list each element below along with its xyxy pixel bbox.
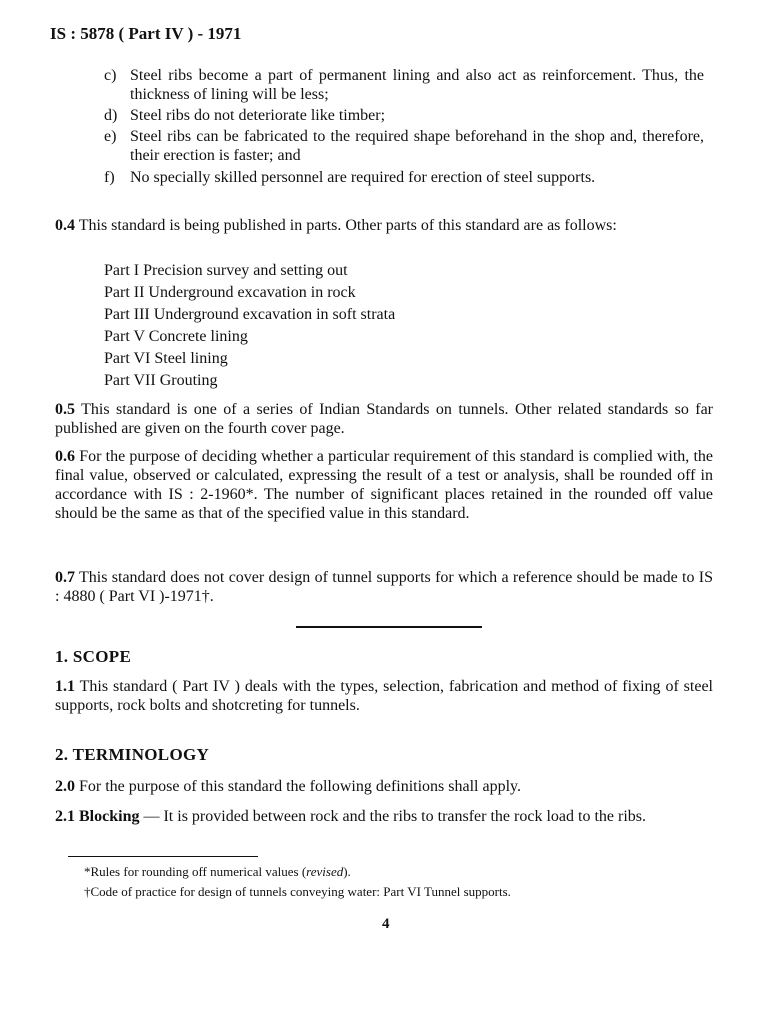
footnote-divider xyxy=(68,856,258,857)
parts-list-item: Part VII Grouting xyxy=(104,372,218,389)
clause-1-1 xyxy=(55,677,713,715)
list-text: Steel ribs become a part of permanent lining and also act as reinforcement. Thus, the thickness of lining will be less; xyxy=(130,67,704,103)
clause-0-7 xyxy=(55,568,713,606)
parts-list xyxy=(104,260,395,392)
clause-number: 0.7 xyxy=(55,569,75,586)
list-label: f) xyxy=(104,169,115,186)
footnote-rounding xyxy=(84,864,351,880)
footnote-end: ). xyxy=(343,864,351,879)
standard-header: IS : 5878 ( Part IV ) - 1971 xyxy=(50,24,242,43)
list-text: Steel ribs can be fabricated to the required shape beforehand in the shop and, therefore, their erection is faster; and xyxy=(130,128,704,164)
clause-2-0 xyxy=(55,777,713,796)
section-heading-scope: 1. SCOPE xyxy=(55,647,132,666)
list-item-d xyxy=(104,106,704,125)
clause-0-4 xyxy=(55,216,713,235)
clause-text: This standard is being published in parts. Other parts of this standard are as follows: xyxy=(78,217,617,234)
list-item-e xyxy=(104,127,704,165)
clause-number: 1.1 xyxy=(55,678,75,695)
footnote-italic: revised xyxy=(306,864,344,879)
list-text: Steel ribs do not deteriorate like timber; xyxy=(130,107,386,124)
clause-text: For the purpose of this standard the following definitions shall apply. xyxy=(79,778,522,795)
section-divider xyxy=(296,626,482,628)
clause-number: 2.0 xyxy=(55,778,75,795)
parts-list-item: Part I Precision survey and setting out xyxy=(104,262,348,279)
parts-list-item: Part V Concrete lining xyxy=(104,328,248,345)
clause-number: 0.6 xyxy=(55,448,75,465)
section-heading-terminology: 2. TERMINOLOGY xyxy=(55,745,210,764)
clause-number: 0.5 xyxy=(55,401,75,418)
clause-2-1 xyxy=(55,807,713,826)
clause-0-5 xyxy=(55,400,713,438)
footnote-text: *Rules for rounding off numerical values ( xyxy=(84,864,307,879)
page-number: 4 xyxy=(382,916,390,932)
clause-number: 0.4 xyxy=(55,217,75,234)
clause-text: — It is provided between rock and the ribs to transfer the rock load to the ribs. xyxy=(143,808,646,825)
list-label: d) xyxy=(104,107,118,124)
defined-term: Blocking xyxy=(79,808,140,825)
parts-list-item: Part III Underground excavation in soft strata xyxy=(104,306,396,323)
clause-text: This standard ( Part IV ) deals with the types, selection, fabrication and method of fixing of steel supports, rock bolts and shotcreting for tunnels. xyxy=(55,678,714,714)
parts-list-item: Part II Underground excavation in rock xyxy=(104,284,356,301)
footnote-tunnel-code: †Code of practice for design of tunnels conveying water: Part VI Tunnel supports. xyxy=(84,884,511,899)
clause-text: This standard does not cover design of tunnel supports for which a reference should be made to IS : 4880 ( Part VI )-1971†. xyxy=(55,569,714,605)
list-label: e) xyxy=(104,128,117,145)
list-item-f xyxy=(104,168,704,187)
clause-0-6 xyxy=(55,447,713,523)
list-label: c) xyxy=(104,67,117,84)
clause-text: For the purpose of deciding whether a particular requirement of this standard is complied with, the final value, observed or calculated, expressing the result of a test or analysis, shall be rounded off in accordance with IS : 2-1960*. The number of significant places retained in the rounded off value should be the same as that of the specified value in this standard. xyxy=(55,448,714,522)
list-text: No specially skilled personnel are required for erection of steel supports. xyxy=(130,169,596,186)
list-item-c xyxy=(104,66,704,104)
clause-text: This standard is one of a series of Indian Standards on tunnels. Other related standards so far published are given on the fourth cover page. xyxy=(55,401,714,437)
parts-list-item: Part VI Steel lining xyxy=(104,350,228,367)
clause-number: 2.1 xyxy=(55,808,75,825)
